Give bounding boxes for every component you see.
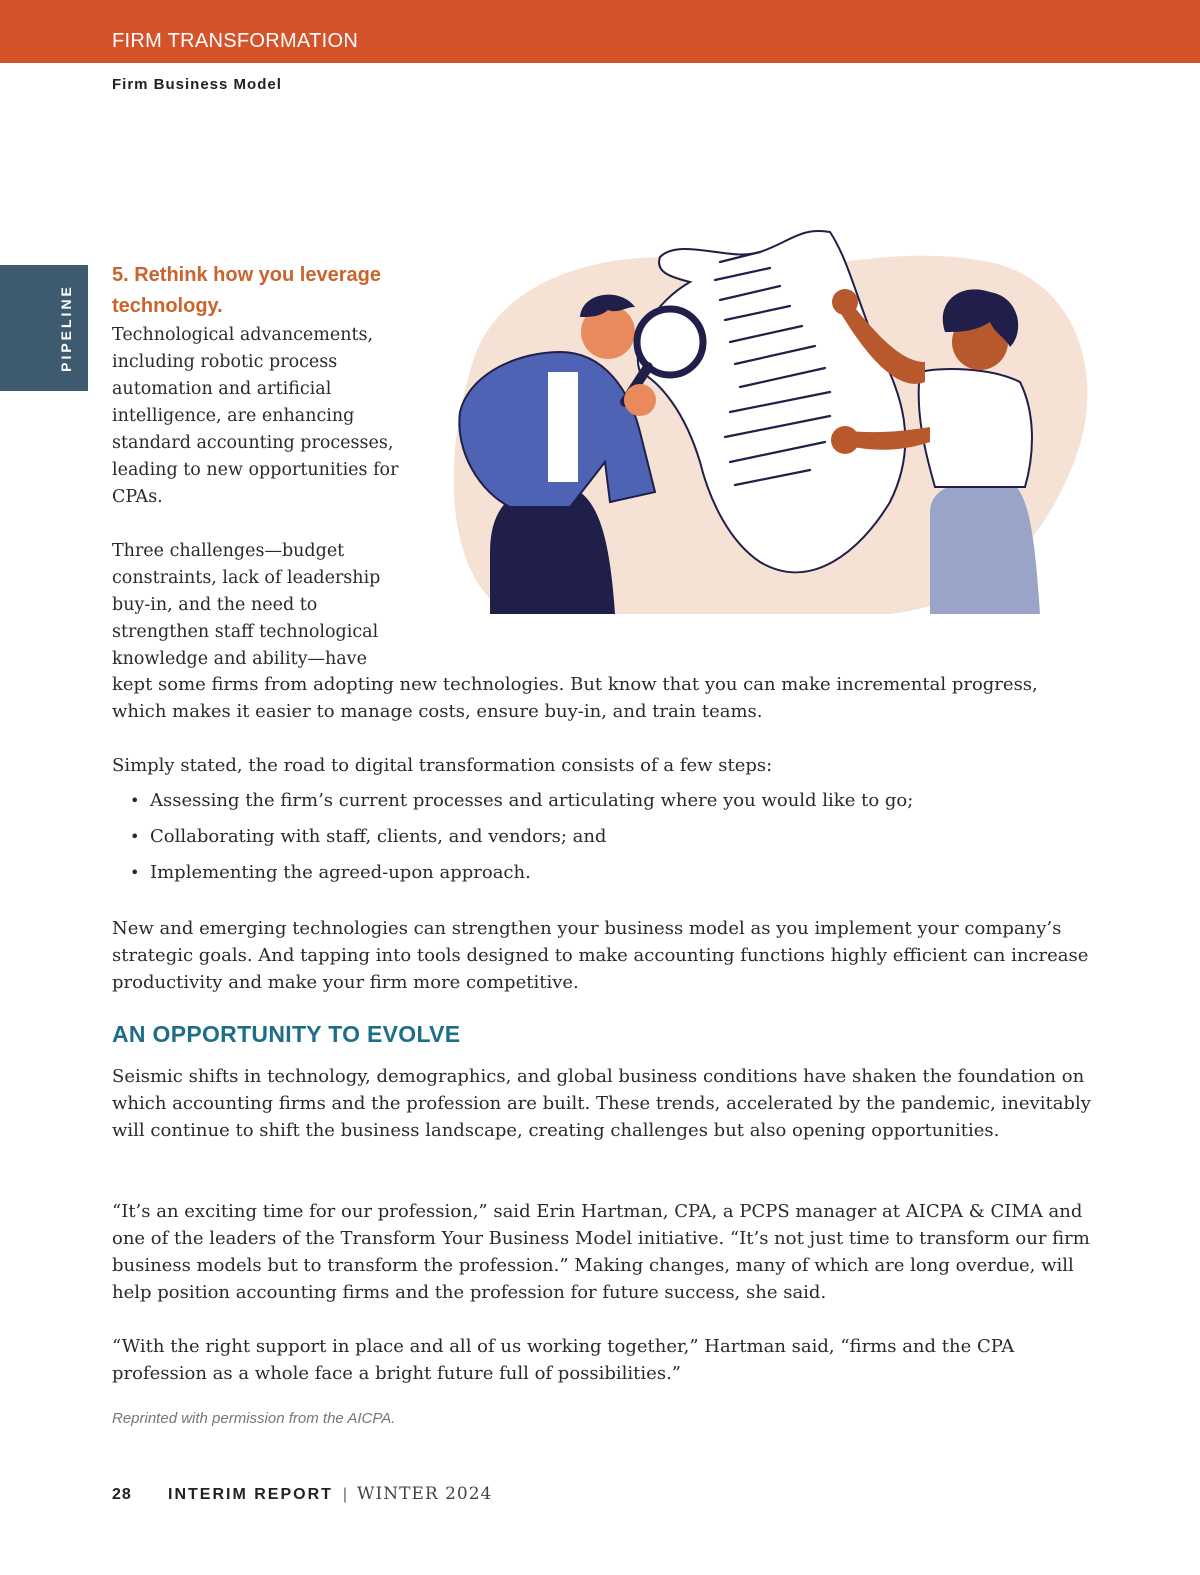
footer-separator: | <box>342 1486 348 1503</box>
technology-paragraph: New and emerging technologies can strengthen your business model as you implement your company’s strategic goals. And tapping into tools designed to make accounting functions highly efficient can increase productivity and make your firm more competitive. <box>112 918 1089 993</box>
list-item: • Assessing the firm’s current processes and articulating where you would like to go; <box>130 790 914 811</box>
issue-date: WINTER 2024 <box>357 1484 493 1504</box>
steps-list <box>112 783 1092 891</box>
subsection-title: Firm Business Model <box>112 76 282 93</box>
evolve-paragraph-3: “With the right support in place and all of us working together,” Hartman said, “firms and the CPA profession as a whole face a bright future full of possibilities.” <box>112 1336 1015 1384</box>
evolve-heading: AN OPPORTUNITY TO EVOLVE <box>112 1021 461 1047</box>
steps-intro: Simply stated, the road to digital transformation consists of a few steps: <box>112 755 773 776</box>
header-bar <box>0 0 1200 63</box>
evolve-paragraph-2: “It’s an exciting time for our profession,” said Erin Hartman, CPA, a PCPS manager at AICPA & CIMA and one of the leaders of the Transform Your Business Model initiative. “It’s not just time to transform our firm business models but to transform the profession.” Making changes, many of which are long overdue, will help position accounting firms and the profession for future success, she said. <box>112 1201 1090 1303</box>
page-footer <box>112 1484 492 1504</box>
side-tab-label: PIPELINE <box>58 284 74 372</box>
review-document-illustration <box>430 222 1090 622</box>
section-title: FIRM TRANSFORMATION <box>112 30 359 52</box>
reprint-credit: Reprinted with permission from the AICPA. <box>112 1410 396 1427</box>
step5-column <box>112 260 412 673</box>
step5-paragraph-1: Technological advancements, including robotic process automation and artificial intelligence, are enhancing standard accounting processes, leading to new opportunities for CPAs. <box>112 325 399 507</box>
side-tab <box>0 265 88 391</box>
step5-paragraph-2-start: Three challenges—budget constraints, lack of leadership buy-in, and the need to strengthen staff technological knowledge and ability—have <box>112 541 381 669</box>
step5-heading: 5. Rethink how you leverage technology. <box>112 264 381 317</box>
list-item: • Collaborating with staff, clients, and vendors; and <box>130 826 607 847</box>
publication-name: INTERIM REPORT <box>168 1486 333 1503</box>
evolve-paragraph-1: Seismic shifts in technology, demographics, and global business conditions have shaken the foundation on which accounting firms and the profession are built. These trends, accelerated by the pandemic, inevitably will continue to shift the business landscape, creating challenges but also opening opportunities. <box>112 1066 1091 1141</box>
step5-paragraph-2-end: kept some firms from adopting new technologies. But know that you can make incremental progress, which makes it easier to manage costs, ensure buy-in, and train teams. <box>112 674 1038 722</box>
page-number: 28 <box>112 1486 132 1503</box>
list-item: • Implementing the agreed-upon approach. <box>130 862 531 883</box>
